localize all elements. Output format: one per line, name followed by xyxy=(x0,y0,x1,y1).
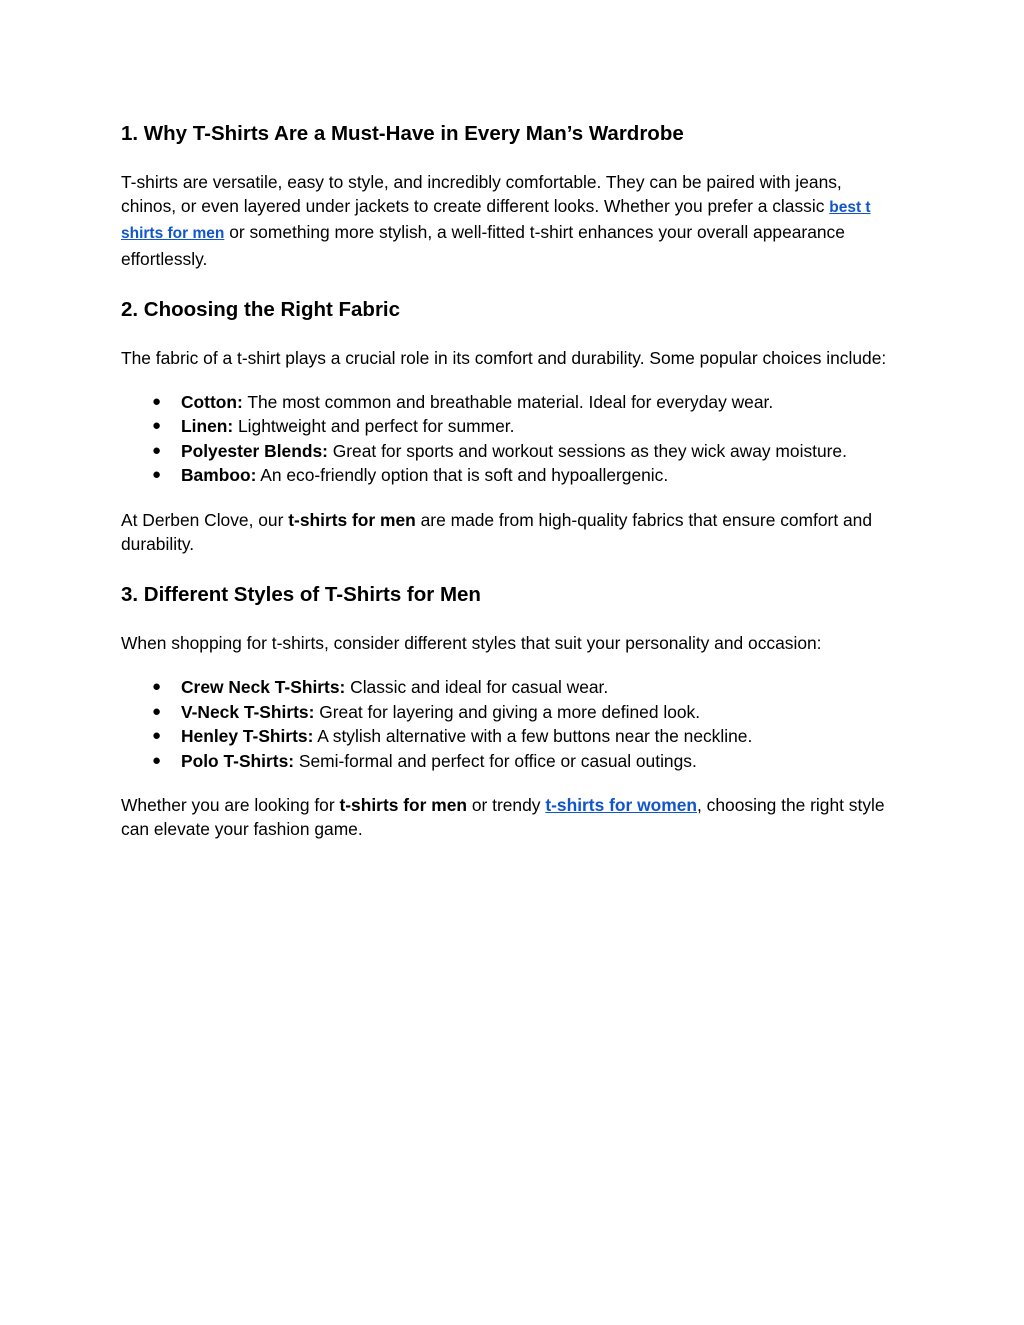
list-item-desc: The most common and breathable material. Ideal for everyday wear. xyxy=(242,392,774,413)
section-2-closing xyxy=(121,508,901,557)
section-3-intro: When shopping for t-shirts, consider different styles that suit your personality and occasion: xyxy=(121,632,822,653)
fabric-list xyxy=(121,390,901,488)
list-item xyxy=(121,675,901,699)
bullet-icon: ● xyxy=(152,466,162,484)
document-page xyxy=(121,110,901,842)
list-item-desc: Lightweight and perfect for summer. xyxy=(233,416,515,437)
bullet-icon: ● xyxy=(152,678,162,696)
bullet-icon: ● xyxy=(152,393,162,411)
section-3-closing-start: Whether you are looking for xyxy=(121,795,340,815)
list-item-desc: A stylish alternative with a few buttons near the neckline. xyxy=(313,726,753,747)
list-item-desc: An eco-friendly option that is soft and hypoallergenic. xyxy=(256,465,669,486)
list-item xyxy=(121,700,901,724)
section-3-closing-end: , choosing the right style can elevate your fashion game. xyxy=(121,795,885,840)
section-1-heading: 1. Why T-Shirts Are a Must-Have in Every Man’s Wardrobe xyxy=(121,122,684,145)
section-1-text-start: T-shirts are versatile, easy to style, and incredibly comfortable. They can be paired with jeans, chinos, or even layered under jackets to create different looks. Whether you prefer a classic xyxy=(121,171,842,216)
list-item-desc: Semi-formal and perfect for office or casual outings. xyxy=(294,750,697,771)
styles-list xyxy=(121,675,901,773)
section-2-heading: 2. Choosing the Right Fabric xyxy=(121,298,401,322)
list-item-term: Cotton: xyxy=(181,392,243,413)
t-shirts-for-women-link[interactable]: t-shirts for women xyxy=(545,795,698,815)
bullet-icon: ● xyxy=(152,441,162,459)
list-item-term: Linen: xyxy=(181,416,234,437)
list-item xyxy=(121,724,901,748)
bullet-icon: ● xyxy=(152,702,162,720)
section-3-closing-bold: t-shirts for men xyxy=(339,795,468,815)
best-t-shirts-for-men-link[interactable]: best t shirts for men xyxy=(121,198,871,243)
section-3-closing xyxy=(121,793,901,842)
list-item xyxy=(121,414,901,438)
list-item-term: Henley T-Shirts: xyxy=(181,726,314,747)
list-item-term: Crew Neck T-Shirts: xyxy=(181,677,346,698)
bullet-icon: ● xyxy=(152,727,162,745)
list-item-term: Polo T-Shirts: xyxy=(181,750,295,771)
list-item-term: Bamboo: xyxy=(181,465,257,486)
section-2-closing-end: are made from high-quality fabrics that ensure comfort and durability. xyxy=(121,509,873,555)
list-item-desc: Great for sports and workout sessions as they wick away moisture. xyxy=(327,440,847,461)
section-2-closing-start: At Derben Clove, our xyxy=(121,509,289,530)
bullet-icon: ● xyxy=(152,417,162,435)
section-1-text-end: or something more stylish, a well-fitted t-shirt enhances your overall appearance effortlessly. xyxy=(121,222,845,269)
section-2-closing-bold: t-shirts for men xyxy=(288,509,416,530)
list-item-term: Polyester Blends: xyxy=(181,440,328,461)
bullet-icon: ● xyxy=(152,751,162,769)
list-item xyxy=(121,749,901,773)
section-2-intro: The fabric of a t-shirt plays a crucial role in its comfort and durability. Some popular choices include: xyxy=(121,347,887,368)
list-item-desc: Great for layering and giving a more defined look. xyxy=(314,701,701,722)
section-1-paragraph xyxy=(121,170,901,272)
list-item xyxy=(121,463,901,487)
list-item-term: V-Neck T-Shirts: xyxy=(181,701,315,722)
list-item xyxy=(121,439,901,463)
section-3-heading: 3. Different Styles of T-Shirts for Men xyxy=(121,583,481,607)
list-item xyxy=(121,390,901,414)
section-3-closing-mid: or trendy xyxy=(467,795,546,815)
list-item-desc: Classic and ideal for casual wear. xyxy=(345,677,609,698)
